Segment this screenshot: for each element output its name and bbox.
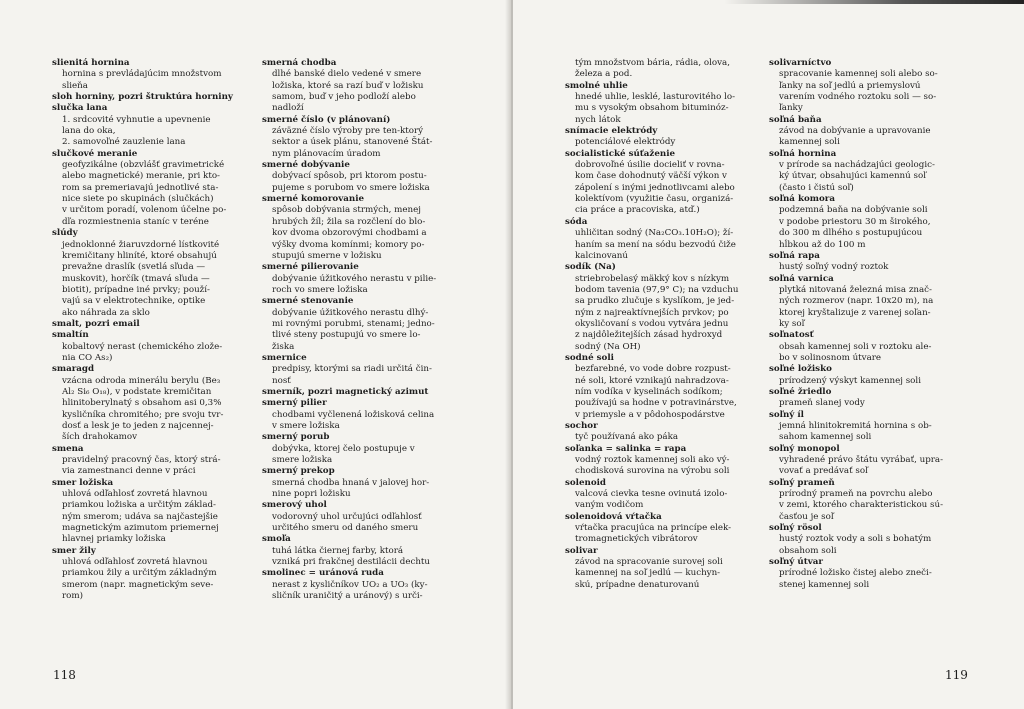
entry-definition-line: haním sa mení na sódu bezvodú čiže: [575, 239, 736, 250]
entry-definition-line: tyč používaná ako páka: [575, 432, 679, 443]
entry-definition-line: ších drahokamov: [62, 432, 137, 443]
dictionary-entry: [262, 160, 494, 194]
entry-definition-line: nym plánovacím úradom: [272, 148, 381, 159]
entry-definition-line: ľanky na soľ jedlú a priemyslovú: [779, 80, 921, 91]
entry-definition-line: spôsob dobývania strmých, menej: [272, 205, 421, 216]
dictionary-entry: [262, 398, 494, 432]
entry-definition-line: ných rozmerov (napr. 10x20 m), na: [779, 296, 934, 307]
entry-term: smerné stenovanie: [262, 296, 354, 307]
dictionary-entry: [52, 149, 264, 228]
dictionary-entry: [769, 251, 984, 274]
entry-definition-line: 2. samovoľné zauzlenie lana: [62, 137, 186, 148]
entry-definition-line: v smere ložiska: [272, 421, 340, 431]
entry-definition-line: prameň slanej vody: [779, 398, 865, 409]
entry-definition-line: ným smerom; udáva sa najčastejšie: [62, 511, 218, 522]
entry-definition-line: pujeme s porubom vo smere ložiska: [272, 182, 430, 193]
entry-definition-line: ako náhrada za sklo: [62, 307, 150, 318]
dictionary-entry: [52, 478, 264, 546]
entry-definition-line: ký útvar, obsahujúci kamennú soľ: [779, 171, 926, 182]
entry-definition-line: žiska: [272, 341, 295, 352]
entry-definition-line: sektor a úsek plánu, stanovené Štát-: [272, 137, 433, 148]
entry-definition-line: chodisková surovina na výrobu soli: [575, 466, 730, 477]
entry-definition-line: potenciálové elektródy: [575, 137, 676, 148]
entry-definition-line: kalcinovanú: [575, 250, 628, 261]
entry-definition-line: geofyzikálne (obzvlášť gravimetrické: [62, 160, 225, 171]
entry-definition-line: 1. srdcovité vyhnutie a upevnenie: [62, 114, 211, 125]
entry-term: smoľa: [262, 534, 291, 545]
entry-term: smerné komorovanie: [262, 194, 365, 205]
entry-definition-line: stupujú smerne v ložisku: [272, 250, 382, 261]
entry-definition-line: tuhá látka čiernej farby, ktorá: [272, 545, 404, 556]
entry-definition-line: smerom (napr. magnetickým seve-: [62, 579, 214, 590]
entry-definition-line: dobývací spôsob, pri ktorom postu-: [272, 171, 427, 182]
dictionary-entry: [52, 103, 264, 148]
entry-term: solenoid: [565, 477, 606, 488]
entry-definition-line: sodný (Na OH): [575, 341, 641, 352]
entry-term: soľný útvar: [769, 557, 823, 568]
dictionary-entry: [769, 58, 984, 115]
dictionary-entry: [769, 387, 984, 410]
entry-definition-line: ným z najreaktívnejších prvkov; po: [575, 307, 729, 318]
entry-definition-line: zápolení s inými jednotlivcami alebo: [575, 182, 735, 193]
entry-definition-line: hlinitoberylnatý s obsahom asi 0,3%: [62, 398, 222, 409]
entry-definition-line: dľa rozmiestnenia staníc v teréne: [62, 216, 209, 227]
entry-term: snímacie elektródy: [565, 126, 658, 137]
entry-definition-line: nice siete po skupinách (slučkách): [62, 194, 214, 205]
entry-definition-line: nadloží: [272, 103, 304, 114]
entry-definition-line: kysličníka chromitého; pre svoju tvr-: [62, 409, 224, 420]
entry-term: soľná komora: [769, 194, 835, 205]
dictionary-entry: [769, 274, 984, 331]
entry-definition-line: v prírode sa nachádzajúci geologic-: [779, 160, 935, 171]
right-page: [513, 0, 1024, 709]
dictionary-entry: [565, 58, 775, 81]
entry-definition-line: dlhé banské dielo vedené v smere: [272, 69, 422, 80]
entry-definition-line: dobrovoľné úsilie docieliť v rovna-: [575, 160, 725, 171]
entry-definition-line: hustý soľný vodný roztok: [779, 262, 889, 273]
entry-definition-line: striebrobelasý mäkký kov s nízkym: [575, 273, 730, 284]
entry-definition-line: ložiska, ktoré sa razí buď v ložisku: [272, 80, 424, 91]
dictionary-entry: [769, 444, 984, 478]
entry-definition-line: dobývanie úžitkového nerastu v pilie-: [272, 273, 437, 284]
dictionary-entry: [769, 115, 984, 149]
right-column-1: [565, 58, 775, 591]
entry-definition-line: záväzné číslo výroby pre ten-ktorý: [272, 126, 424, 137]
entry-term: soľnatosť: [769, 330, 814, 341]
entry-definition-line: kamennej soli: [779, 137, 840, 148]
entry-definition-line: varením vodného roztoku soli — so-: [779, 92, 937, 103]
dictionary-entry: [52, 444, 264, 478]
entry-definition-line: smere ložiska: [272, 455, 333, 466]
entry-definition-line: vodný roztok kamennej soli ako vý-: [575, 455, 730, 466]
entry-definition-line: v zemi, ktorého charakteristickou sú-: [779, 500, 944, 511]
entry-definition-line: prevažne draslík (svetlá sľuda —: [62, 262, 206, 273]
entry-term: solivar: [565, 545, 598, 556]
entry-term: slienitá hornina: [52, 58, 130, 68]
dictionary-entry: [565, 81, 775, 126]
entry-definition-line: slieňa: [62, 80, 88, 91]
dictionary-entry: [565, 353, 775, 421]
dictionary-entry: [565, 444, 775, 478]
dictionary-entry: [262, 296, 494, 353]
entry-definition-line: sa prudko zlučuje s kyslíkom, je jed-: [575, 296, 735, 307]
entry-definition-line: uhlová odľahlosť zovretá hlavnou: [62, 489, 208, 500]
entry-definition-line: z najdôležitejších zásad hydroxyd: [575, 330, 723, 341]
entry-definition-line: bo v solinosnom útvare: [779, 352, 882, 363]
entry-definition-line: sličník uraničitý a uránový) s urči-: [272, 591, 423, 602]
entry-term: solivarníctvo: [769, 58, 832, 68]
left-column-2: [262, 58, 494, 603]
entry-definition-line: prírodné ložisko čistej alebo zneči-: [779, 568, 932, 579]
entry-term: smerný porub: [262, 432, 330, 443]
dictionary-entry: [52, 58, 264, 92]
entry-definition-line: kobaltový nerast (chemického zlože-: [62, 341, 223, 352]
entry-definition-line: určitého smeru od daného smeru: [272, 523, 419, 534]
entry-definition-line: muskovit), horčík (tmavá sľuda —: [62, 273, 210, 284]
entry-definition-line: predpisy, ktorými sa riadi určitá čin-: [272, 364, 432, 375]
entry-definition-line: nia CO As₂): [62, 352, 113, 363]
entry-term: soľné žriedlo: [769, 386, 832, 397]
entry-definition-line: valcová cievka tesne ovinutá izolo-: [575, 489, 728, 500]
entry-definition-line: ním vodíka v kyselinách sodíkom;: [575, 386, 723, 397]
entry-definition-line: mu s vysokým obsahom bituminóz-: [575, 103, 729, 114]
dictionary-entry: [262, 466, 494, 500]
entry-definition-line: ky soľ: [779, 318, 805, 329]
entry-definition-line: hornina s prevládajúcim množstvom: [62, 69, 222, 80]
entry-term: solenoidová vŕtačka: [565, 511, 662, 522]
entry-definition-line: alebo magnetické) meranie, pri kto-: [62, 171, 220, 182]
entry-term: socialistické súťaženie: [565, 148, 676, 159]
dictionary-entry: [769, 364, 984, 387]
entry-definition-line: roch vo smere ložiska: [272, 284, 368, 295]
entry-definition-line: nosť: [272, 375, 291, 386]
entry-definition-line: výšky dvoma komínmi; komory po-: [272, 239, 425, 250]
entry-definition-line: obsah kamennej soli v roztoku ale-: [779, 341, 932, 352]
entry-definition-line: prírodný prameň na povrchu alebo: [779, 489, 933, 500]
entry-definition-line: kremičitany hliníté, ktoré obsahujú: [62, 250, 217, 261]
entry-definition-line: tromagnetických vibrátorov: [575, 534, 698, 545]
entry-definition-line: uhlová odľahlosť zovretá hlavnou: [62, 557, 208, 568]
entry-definition-line: biotit), prípadne iné prvky; použí-: [62, 284, 210, 295]
dictionary-entry: [262, 432, 494, 466]
dictionary-entry: [52, 546, 264, 603]
entry-definition-line: vovať a predávať soľ: [779, 466, 868, 477]
dictionary-entry: [565, 546, 775, 591]
dictionary-entry: [52, 228, 264, 319]
entry-definition-line: tlivé steny postupujú vo smere lo-: [272, 330, 421, 341]
dictionary-entry: [769, 194, 984, 251]
entry-definition-line: sahom kamennej soli: [779, 432, 872, 443]
entry-definition-line: né soli, ktoré vznikajú nahradzova-: [575, 375, 729, 386]
entry-definition-line: železa a pod.: [575, 69, 633, 80]
entry-term: smena: [52, 443, 84, 454]
entry-definition-line: kolektívom (využitie času, organizá-: [575, 194, 734, 205]
entry-definition-line: kom čase dohodnutý väčší výkon v: [575, 171, 727, 182]
page-number-left: 118: [53, 668, 76, 682]
entry-definition-line: vajú sa v elektrotechnike, optike: [62, 296, 206, 307]
dictionary-entry: [769, 478, 984, 523]
dictionary-entry: [262, 568, 494, 602]
entry-definition-line: prírodzený výskyt kamennej soli: [779, 375, 921, 386]
entry-definition-line: časťou je soľ: [779, 511, 834, 522]
entry-definition-line: lana do oka,: [62, 126, 116, 137]
dictionary-entry: [262, 262, 494, 296]
entry-definition-line: okysličovaní s vodou vytvára jednu: [575, 318, 729, 329]
entry-definition-line: smerná chodba hnaná v jalovej hor-: [272, 477, 430, 488]
entry-definition-line: (často i čistú soľ): [779, 182, 854, 193]
entry-term: smer žily: [52, 545, 96, 556]
dictionary-entry: [565, 217, 775, 262]
dictionary-entry: [52, 364, 264, 443]
entry-definition-line: hrubých žíl; žila sa rozčlení do blo-: [272, 216, 426, 227]
dictionary-entry: [565, 512, 775, 546]
entry-definition-line: nych látok: [575, 114, 621, 125]
dictionary-entry: [262, 115, 494, 160]
dictionary-entry: [565, 421, 775, 444]
entry-term: soľné ložisko: [769, 364, 832, 375]
entry-definition-line: podzemná baňa na dobývanie soli: [779, 205, 928, 216]
dictionary-entry: [262, 353, 494, 387]
entry-definition-line: chodbami vyčlenená ložisková celina: [272, 409, 435, 420]
entry-term: soľanka = salinka = rapa: [565, 443, 687, 454]
entry-term: smalt, pozri email: [52, 318, 140, 329]
entry-definition-line: v určitom poradí, volenom účelne po-: [62, 205, 227, 216]
entry-term: sodík (Na): [565, 262, 616, 273]
entry-definition-line: tým množstvom bária, rádia, olova,: [575, 58, 730, 68]
entry-definition-line: vŕtačka pracujúca na princípe elek-: [575, 523, 732, 534]
entry-term: smerný pilier: [262, 398, 327, 409]
entry-definition-line: dosť a lesk je to jeden z najcennej-: [62, 421, 214, 431]
entry-definition-line: vodorovný uhol určujúci odľahlosť: [272, 511, 422, 522]
entry-definition-line: ktorej kryštalizuje z varenej soľan-: [779, 307, 931, 318]
entry-term: soľná baňa: [769, 114, 822, 125]
entry-definition-line: obsahom soli: [779, 545, 837, 556]
dictionary-entry: [52, 92, 264, 103]
entry-definition-line: skú, prípadne denaturovanú: [575, 579, 700, 590]
entry-term: soľný íl: [769, 409, 804, 420]
dictionary-entry: [565, 149, 775, 217]
entry-definition-line: Al₂ Si₆ O₁₈), v podstate kremičitan: [62, 386, 212, 397]
entry-definition-line: používajú sa hodne v potravinárstve,: [575, 398, 737, 409]
right-column-2: [769, 58, 984, 591]
entry-definition-line: priamkou ložiska a určitým základ-: [62, 500, 216, 511]
dictionary-entry: [262, 58, 494, 115]
dictionary-entry: [52, 319, 264, 330]
scan-edge-shadow: [724, 0, 1024, 4]
entry-definition-line: bodom tavenia (97,9° C); na vzduchu: [575, 284, 739, 295]
entry-term: smer ložiska: [52, 477, 114, 488]
left-column-1: [52, 58, 264, 603]
entry-definition-line: via zamestnanci denne v práci: [62, 466, 196, 477]
dictionary-entry: [769, 149, 984, 194]
entry-definition-line: jednoklonné žiaruvzdorné lístkovité: [62, 239, 220, 250]
entry-definition-line: dobývanie úžitkového nerastu dlhý-: [272, 307, 429, 318]
entry-definition-line: hĺbkou až do 100 m: [779, 239, 866, 250]
entry-definition-line: cia práce a pracoviska, atď.): [575, 205, 700, 216]
dictionary-entry: [769, 330, 984, 364]
entry-term: smerník, pozri magnetický azimut: [262, 386, 429, 397]
dictionary-entry: [769, 410, 984, 444]
entry-term: soľná hornina: [769, 148, 837, 159]
dictionary-entry: [565, 262, 775, 353]
entry-definition-line: rom sa premeriavajú jednotlivé sta-: [62, 182, 219, 193]
entry-definition-line: v podobe priestoru 30 m širokého,: [779, 216, 931, 227]
dictionary-entry: [565, 478, 775, 512]
entry-definition-line: pravidelný pracovný čas, ktorý strá-: [62, 455, 221, 466]
entry-term: smerné číslo (v plánovaní): [262, 114, 391, 125]
entry-definition-line: závod na dobývanie a upravovanie: [779, 126, 931, 137]
entry-definition-line: hnedé uhlie, lesklé, lasturovitého lo-: [575, 92, 736, 103]
dictionary-entry: [769, 523, 984, 557]
entry-definition-line: uhličitan sodný (Na₂CO₃.10H₂O); ží-: [575, 228, 734, 239]
entry-definition-line: vzniká pri frakčnej destilácii dechtu: [272, 557, 431, 568]
entry-definition-line: kov dvoma obzorovými chodbami a: [272, 228, 427, 239]
entry-term: smolné uhlie: [565, 80, 628, 91]
entry-definition-line: vzácna odroda minerálu berylu (Be₃: [62, 375, 221, 386]
dictionary-entry: [769, 557, 984, 591]
left-page: [0, 0, 511, 709]
entry-definition-line: vyhradené právo štátu vyrábať, upra-: [779, 455, 944, 466]
entry-term: soľná varnica: [769, 273, 834, 284]
dictionary-entry: [262, 387, 494, 398]
entry-definition-line: spracovanie kamennej soli alebo so-: [779, 69, 938, 80]
entry-definition-line: rom): [62, 591, 84, 602]
entry-definition-line: hlavnej priamky ložiska: [62, 534, 166, 545]
dictionary-entry: [565, 126, 775, 149]
entry-definition-line: stenej kamennej soli: [779, 579, 870, 590]
entry-term: soľný monopol: [769, 443, 840, 454]
entry-term: smerná chodba: [262, 58, 337, 68]
entry-definition-line: dobývka, ktorej čelo postupuje v: [272, 443, 415, 454]
entry-definition-line: jemná hlinitokremitá hornina s ob-: [779, 421, 932, 431]
entry-definition-line: vaným vodičom: [575, 500, 644, 511]
entry-definition-line: závod na spracovanie surovej soli: [575, 557, 723, 568]
dictionary-entry: [262, 194, 494, 262]
entry-term: sodné soli: [565, 352, 614, 363]
entry-term: soľný prameň: [769, 477, 835, 488]
entry-term: smaltín: [52, 330, 89, 341]
page-number-right: 119: [945, 668, 968, 682]
entry-definition-line: priamkou žily a určitým základným: [62, 568, 217, 579]
dictionary-entry: [262, 534, 494, 568]
dictionary-entry: [262, 500, 494, 534]
entry-term: smerné pilierovanie: [262, 262, 359, 273]
entry-term: smerný prekop: [262, 466, 335, 477]
entry-term: smaragd: [52, 364, 95, 375]
entry-definition-line: hustý roztok vody a soli s bohatým: [779, 534, 932, 545]
dictionary-entry: [52, 330, 264, 364]
entry-term: sochor: [565, 421, 598, 431]
entry-definition-line: kamennej na soľ jedlú — kuchyn-: [575, 568, 721, 579]
entry-term: slučkové meranie: [52, 148, 138, 159]
entry-term: slučka lana: [52, 103, 108, 114]
entry-term: sóda: [565, 216, 588, 227]
entry-term: smolinec = uránová ruda: [262, 568, 384, 579]
entry-term: smerový uhol: [262, 500, 327, 511]
entry-definition-line: samom, buď v jeho podloží alebo: [272, 92, 416, 103]
entry-term: smernice: [262, 352, 307, 363]
entry-definition-line: magnetickým azimutom priemernej: [62, 523, 219, 534]
entry-definition-line: ľanky: [779, 103, 803, 114]
entry-term: slúdy: [52, 228, 78, 239]
entry-definition-line: plytká nitovaná železná misa znač-: [779, 284, 932, 295]
entry-definition-line: nerast z kysličníkov UO₂ a UO₃ (ky-: [272, 579, 428, 590]
entry-term: soľná rapa: [769, 250, 820, 261]
entry-definition-line: v priemysle a v pôdohospodárstve: [575, 409, 725, 420]
entry-term: sloh horniny, pozri štruktúra horniny: [52, 92, 233, 103]
entry-definition-line: mi rovnými porubmi, stenami; jedno-: [272, 318, 435, 329]
entry-term: soľný rösol: [769, 523, 822, 534]
entry-definition-line: do 300 m dlhého s postupujúcou: [779, 228, 923, 239]
entry-definition-line: bezfarebné, vo vode dobre rozpust-: [575, 364, 731, 375]
entry-definition-line: nine popri ložisku: [272, 489, 351, 500]
entry-term: smerné dobývanie: [262, 160, 350, 171]
